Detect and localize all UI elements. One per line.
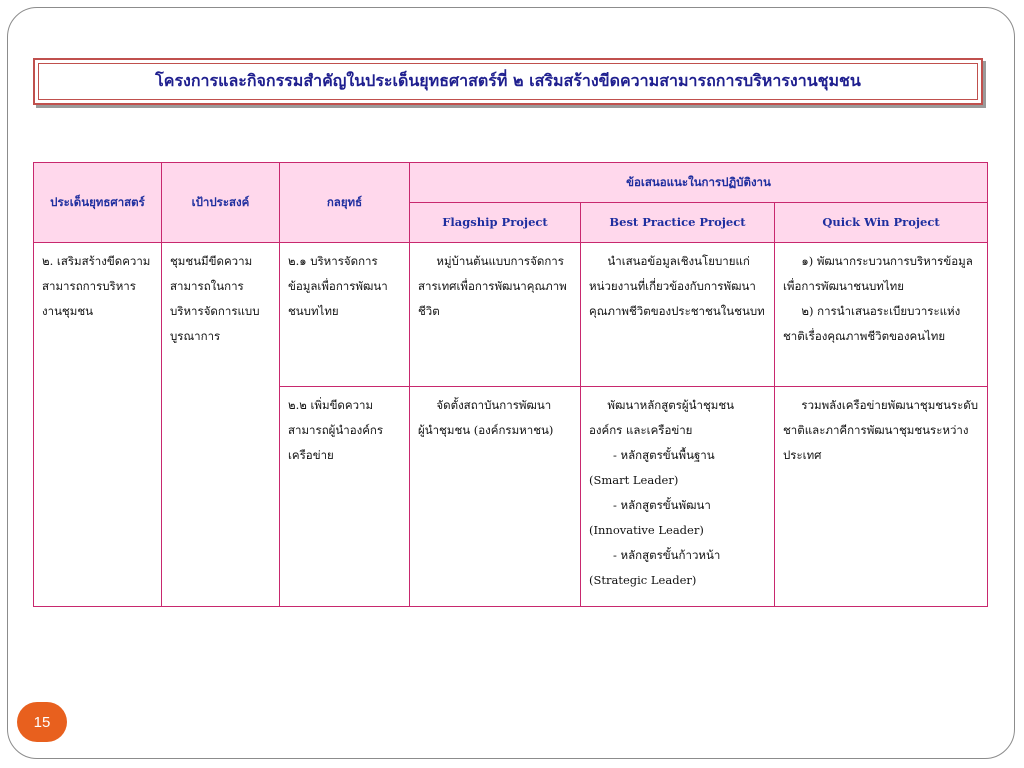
table-row	[34, 243, 988, 387]
cell-quick-win-2: รวมพลังเครือข่ายพัฒนาชุมชนระดับชาติและภาคีการพัฒนาชุมชนระหว่างประเทศ	[775, 387, 988, 607]
course-basic-en: (Smart Leader)	[589, 473, 679, 487]
title-box	[33, 58, 983, 105]
cell-flagship-1: หมู่บ้านต้นแบบการจัดการสารเทศเพื่อการพัฒนาคุณภาพชีวิต	[410, 243, 581, 387]
cell-best-practice-2	[581, 387, 775, 607]
cell-strategy-2: ๒.๒ เพิ่มขีดความสามารถผู้นำองค์กร เครือข่าย	[280, 387, 410, 607]
course-development-en: (Innovative Leader)	[589, 523, 704, 537]
cell-strategy-1: ๒.๑ บริหารจัดการข้อมูลเพื่อการพัฒนาชนบทไทย	[280, 243, 410, 387]
header-issue: ประเด็นยุทธศาสตร์	[34, 163, 162, 243]
strategy-table	[33, 162, 988, 607]
slide-title: โครงการและกิจกรรมสำคัญในประเด็นยุทธศาสตร์ที่ ๒ เสริมสร้างขีดความสามารถการบริหารงานชุมชน	[155, 71, 861, 90]
header-flagship: Flagship Project	[410, 203, 581, 243]
cell-goal: ชุมชนมีขีดความสามารถในการบริหารจัดการแบบบูรณาการ	[162, 243, 280, 607]
best-practice-intro: พัฒนาหลักสูตรผู้นำชุมชนองค์กร และเครือข่าย	[589, 398, 735, 437]
header-best-practice: Best Practice Project	[581, 203, 775, 243]
cell-best-practice-1: นำเสนอข้อมูลเชิงนโยบายแก่หน่วยงานที่เกี่ยวข้องกับการพัฒนาคุณภาพชีวิตของประชาชนในชนบท	[581, 243, 775, 387]
header-goal: เป้าประสงค์	[162, 163, 280, 243]
course-advanced-en: (Strategic Leader)	[589, 573, 697, 587]
header-strategy: กลยุทธ์	[280, 163, 410, 243]
header-recommendations: ข้อเสนอแนะในการปฏิบัติงาน	[410, 163, 988, 203]
cell-flagship-2: จัดตั้งสถาบันการพัฒนาผู้นำชุมชน (องค์กรมหาชน)	[410, 387, 581, 607]
course-basic: - หลักสูตรขั้นพื้นฐาน	[613, 448, 715, 462]
page-number-badge: 15	[17, 702, 67, 742]
quick-win-item-2: ๒) การนำเสนอระเบียบวาระแห่งชาติเรื่องคุณภาพชีวิตของคนไทย	[783, 304, 961, 343]
cell-quick-win-1	[775, 243, 988, 387]
cell-issue: ๒. เสริมสร้างขีดความสามารถการบริหารงานชุมชน	[34, 243, 162, 607]
course-advanced: - หลักสูตรขั้นก้าวหน้า	[613, 548, 721, 562]
header-quick-win: Quick Win Project	[775, 203, 988, 243]
course-development: - หลักสูตรขั้นพัฒนา	[613, 498, 711, 512]
quick-win-item-1: ๑) พัฒนากระบวนการบริหารข้อมูลเพื่อการพัฒนาชนบทไทย	[783, 254, 973, 293]
